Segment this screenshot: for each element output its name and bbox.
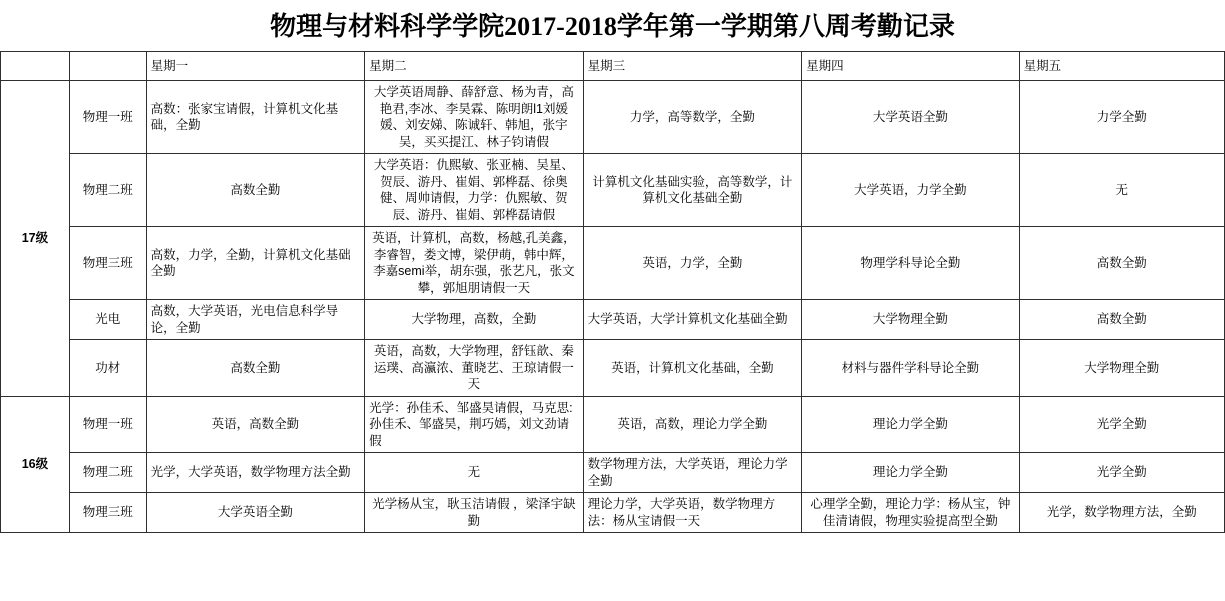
grade-label-16: 16级 bbox=[1, 396, 70, 533]
class-label: 物理一班 bbox=[69, 81, 146, 154]
cell-monday: 高数全勤 bbox=[146, 340, 364, 397]
cell-friday: 光学，数学物理方法，全勤 bbox=[1019, 493, 1224, 533]
class-label: 物理三班 bbox=[69, 227, 146, 300]
class-label: 物理二班 bbox=[69, 154, 146, 227]
class-label: 物理一班 bbox=[69, 396, 146, 453]
header-friday: 星期五 bbox=[1019, 52, 1224, 81]
header-class bbox=[69, 52, 146, 81]
table-row bbox=[1, 493, 1225, 533]
cell-monday: 高数，力学，全勤，计算机文化基础全勤 bbox=[146, 227, 364, 300]
cell-wednesday: 力学，高等数学，全勤 bbox=[583, 81, 801, 154]
table-row bbox=[1, 81, 1225, 154]
attendance-table bbox=[0, 51, 1225, 533]
cell-thursday: 材料与器件学科导论全勤 bbox=[802, 340, 1019, 397]
header-monday: 星期一 bbox=[146, 52, 364, 81]
cell-thursday: 理论力学全勤 bbox=[802, 453, 1019, 493]
cell-tuesday: 英语，计算机，高数，杨越,孔美鑫，李睿智，娄文博，梁伊萌，韩中辉，李嘉semi举，胡东强，张艺凡，张文攀，郭旭朋请假一天 bbox=[365, 227, 583, 300]
cell-tuesday: 英语，高数，大学物理，舒钰歆、秦运璞、高瀛浓、董晓艺、王琼请假一天 bbox=[365, 340, 583, 397]
cell-tuesday: 大学英语：仇熙敏、张亚楠、吴星、贺辰、游丹、崔娟、郭桦磊、徐奥健、周帅请假，力学：仇熙敏、贺辰、游丹、崔娟、郭桦磊请假 bbox=[365, 154, 583, 227]
cell-monday: 高数，大学英语，光电信息科学导论，全勤 bbox=[146, 300, 364, 340]
table-row bbox=[1, 340, 1225, 397]
header-wednesday: 星期三 bbox=[583, 52, 801, 81]
cell-monday: 高数：张家宝请假，计算机文化基础，全勤 bbox=[146, 81, 364, 154]
cell-friday: 力学全勤 bbox=[1019, 81, 1224, 154]
header-tuesday: 星期二 bbox=[365, 52, 583, 81]
header-grade bbox=[1, 52, 70, 81]
cell-tuesday: 光学杨从宝，耿玉洁请假 ，梁泽宇缺勤 bbox=[365, 493, 583, 533]
table-row bbox=[1, 227, 1225, 300]
class-label: 功材 bbox=[69, 340, 146, 397]
cell-friday: 大学物理全勤 bbox=[1019, 340, 1224, 397]
cell-monday: 英语，高数全勤 bbox=[146, 396, 364, 453]
cell-tuesday: 无 bbox=[365, 453, 583, 493]
cell-thursday: 心理学全勤，理论力学：杨从宝，钟佳清请假，物理实验提高型全勤 bbox=[802, 493, 1019, 533]
cell-tuesday: 光学：孙佳禾、邹盛昊请假，马克思:孙佳禾、邹盛昊，荆巧嫣，刘文劲请假 bbox=[365, 396, 583, 453]
table-row bbox=[1, 154, 1225, 227]
cell-friday: 高数全勤 bbox=[1019, 300, 1224, 340]
cell-friday: 光学全勤 bbox=[1019, 396, 1224, 453]
class-label: 物理三班 bbox=[69, 493, 146, 533]
table-row bbox=[1, 396, 1225, 453]
cell-wednesday: 数学物理方法，大学英语，理论力学全勤 bbox=[583, 453, 801, 493]
class-label: 光电 bbox=[69, 300, 146, 340]
table-row bbox=[1, 300, 1225, 340]
cell-wednesday: 英语，计算机文化基础，全勤 bbox=[583, 340, 801, 397]
cell-monday: 光学，大学英语，数学物理方法全勤 bbox=[146, 453, 364, 493]
cell-thursday: 大学英语，力学全勤 bbox=[802, 154, 1019, 227]
class-label: 物理二班 bbox=[69, 453, 146, 493]
cell-wednesday: 大学英语，大学计算机文化基础全勤 bbox=[583, 300, 801, 340]
table-row bbox=[1, 453, 1225, 493]
cell-thursday: 物理学科导论全勤 bbox=[802, 227, 1019, 300]
cell-friday: 高数全勤 bbox=[1019, 227, 1224, 300]
cell-monday: 大学英语全勤 bbox=[146, 493, 364, 533]
cell-friday: 无 bbox=[1019, 154, 1224, 227]
grade-label-17: 17级 bbox=[1, 81, 70, 397]
cell-tuesday: 大学英语周静、薛舒意、杨为青，高艳君,李冰、李昊霖、陈明朗l1刘媛媛、刘安娣、陈诚轩、韩旭，张宇吴，买买提江、林子钧请假 bbox=[365, 81, 583, 154]
page-title: 物理与材料科学学院2017-2018学年第一学期第八周考勤记录 bbox=[270, 12, 955, 41]
table-header-row bbox=[1, 52, 1225, 81]
cell-thursday: 理论力学全勤 bbox=[802, 396, 1019, 453]
header-thursday: 星期四 bbox=[802, 52, 1019, 81]
cell-tuesday: 大学物理，高数，全勤 bbox=[365, 300, 583, 340]
cell-wednesday: 英语，力学，全勤 bbox=[583, 227, 801, 300]
cell-wednesday: 英语，高数，理论力学全勤 bbox=[583, 396, 801, 453]
cell-friday: 光学全勤 bbox=[1019, 453, 1224, 493]
cell-wednesday: 理论力学，大学英语，数学物理方法：杨从宝请假一天 bbox=[583, 493, 801, 533]
cell-thursday: 大学英语全勤 bbox=[802, 81, 1019, 154]
cell-wednesday: 计算机文化基础实验，高等数学，计算机文化基础全勤 bbox=[583, 154, 801, 227]
cell-thursday: 大学物理全勤 bbox=[802, 300, 1019, 340]
cell-monday: 高数全勤 bbox=[146, 154, 364, 227]
